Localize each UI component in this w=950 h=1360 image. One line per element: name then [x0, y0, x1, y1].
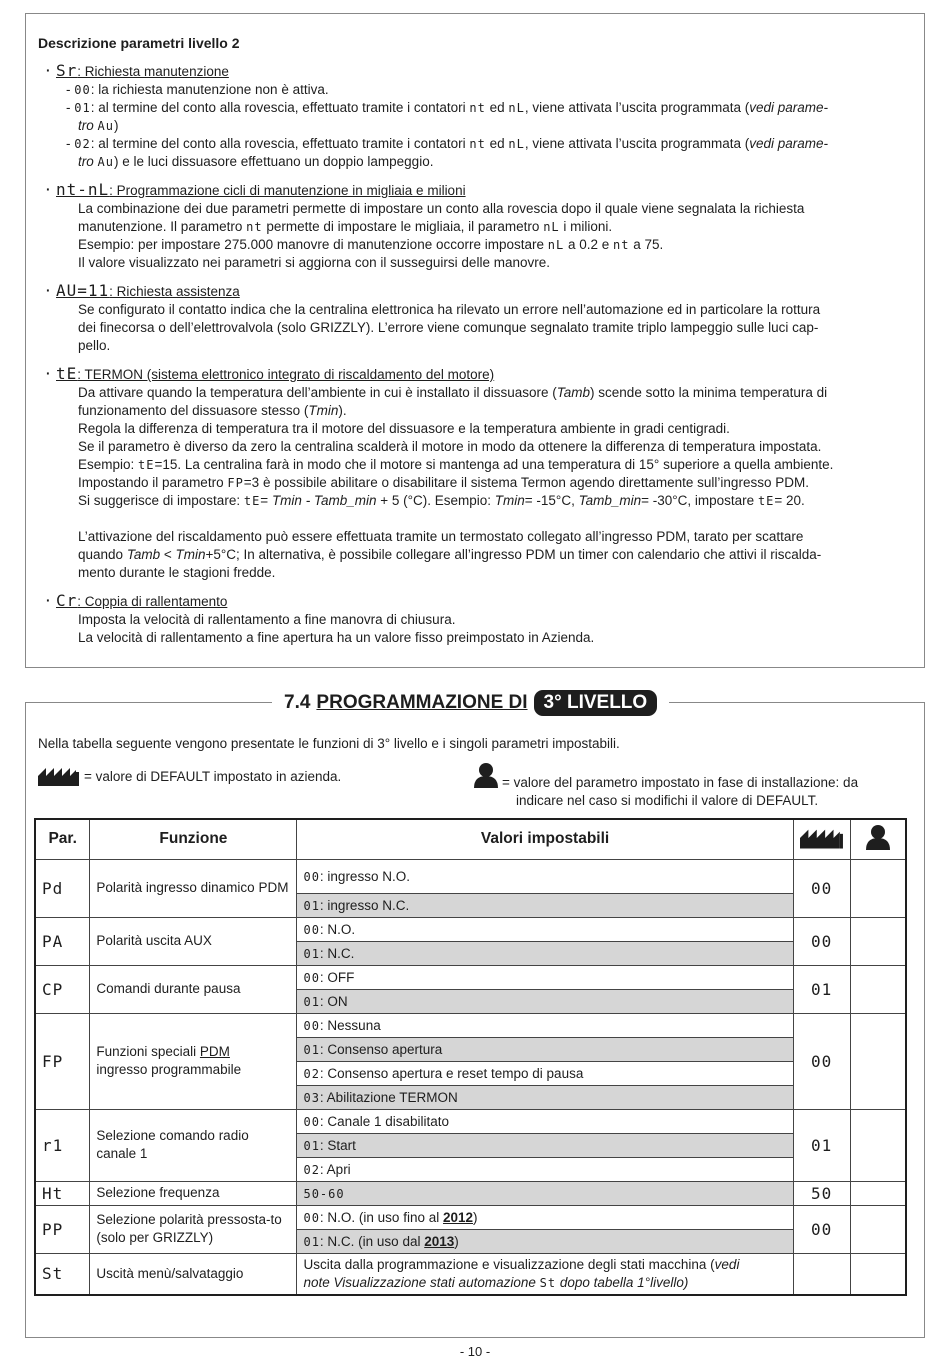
text: , viene attivata l’uscita programmata ( — [524, 136, 750, 151]
value-code: 01 — [303, 898, 320, 913]
parameters-level2-box — [25, 13, 925, 668]
code-au: Au — [97, 119, 114, 133]
text: tro — [78, 154, 94, 169]
text: La combinazione dei due parametri permette di impostare un conto alla rovescia dopo il quale viene segnalata la richiesta — [78, 201, 805, 216]
value-text: : N.O. — [319, 921, 356, 937]
sr-opt-02-code: 02 — [74, 137, 91, 151]
value-text: : ingresso N.C. — [319, 897, 410, 913]
value-text: : N.C. — [319, 945, 355, 961]
text: + 5 (°C). Esempio: — [376, 493, 495, 508]
function-name: Comandi durante pausa — [90, 965, 297, 1013]
value-text: : Consenso apertura — [319, 1041, 443, 1057]
factory-icon — [38, 764, 80, 789]
function-name: Selezione polarità pressosta-to (solo per GRIZZLY) — [90, 1205, 297, 1253]
ntnl-code: nt-nL — [56, 180, 110, 199]
text: Tmin - Tamb_min — [271, 493, 377, 508]
value-code: 50-60 — [303, 1186, 345, 1201]
value-code: 00 — [303, 970, 320, 985]
text: manutenzione. Il parametro — [78, 219, 243, 234]
code-nt: nt — [469, 137, 486, 151]
text: Tmin — [175, 547, 206, 562]
sr-opt-00-text: : la richiesta manutenzione non è attiva. — [90, 82, 329, 97]
value-text: : N.O. (in uso fino al — [319, 1209, 443, 1225]
cr-title: : Coppia di rallentamento — [77, 594, 228, 609]
text: mento durante le stagioni fredde. — [78, 565, 276, 580]
text: ) e le luci dissuasore effettuano un doppio lampeggio. — [113, 154, 434, 169]
text: Da attivare quando la temperatura dell’ambiente in cui è installato il dissuasore ( — [78, 385, 557, 400]
text: a 75. — [629, 237, 664, 252]
text: Funzioni speciali — [96, 1044, 200, 1059]
text: vedi parame- — [749, 100, 829, 115]
text: Tmin — [308, 403, 339, 418]
text: Uscita dalla programmazione e visualizzazione degli stati macchina ( — [303, 1256, 715, 1272]
text: tro — [78, 118, 94, 133]
text: ed — [485, 100, 505, 115]
code-nl: nL — [543, 220, 560, 234]
value-text: : Apri — [319, 1161, 351, 1177]
text: =15. La centralina farà in modo che il motore si mantenga ad una temperatura di 15° superiore a quella ambiente. — [154, 457, 834, 472]
par-code: FP — [35, 1013, 90, 1109]
text: Tamb — [556, 385, 591, 400]
text: , viene attivata l’uscita programmata ( — [524, 100, 750, 115]
value-text: : Canale 1 disabilitato — [319, 1113, 450, 1129]
text: vedi parame- — [749, 136, 829, 151]
level-pill: 3° LIVELLO — [534, 690, 658, 716]
header-default — [793, 819, 850, 859]
code-nt: nt — [469, 101, 486, 115]
text: Tmin — [494, 493, 525, 508]
user-icon — [474, 762, 498, 793]
code-st: St — [539, 1275, 557, 1290]
value-text: : OFF — [319, 969, 355, 985]
text: ) — [454, 1233, 459, 1249]
header-funzione: Funzione — [90, 819, 297, 859]
text: Tamb_min — [578, 493, 642, 508]
function-name: Polarità ingresso dinamico PDM — [90, 859, 297, 917]
text: a 0.2 e — [564, 237, 610, 252]
user-value — [850, 917, 906, 965]
value-code: 00 — [303, 1018, 320, 1033]
parameters-table — [34, 818, 907, 1296]
te-code: tE — [56, 364, 78, 383]
value-code: 03 — [303, 1090, 320, 1105]
text: Il valore visualizzato nei parametri si aggiorna con il susseguirsi delle manovre. — [78, 255, 550, 270]
legend-default-text: = valore di DEFAULT impostato in azienda. — [84, 769, 342, 784]
level2-heading: Descrizione parametri livello 2 — [38, 35, 240, 51]
par-code: PP — [35, 1205, 90, 1253]
value-text: : ON — [319, 993, 348, 1009]
code-te: tE — [243, 494, 261, 508]
par-code: Ht — [35, 1181, 90, 1205]
text: i milioni. — [559, 219, 613, 234]
text: note Visualizzazione stati automazione — [303, 1274, 536, 1290]
value-code: 00 — [303, 922, 320, 937]
text: = -30°C, impostare — [641, 493, 755, 508]
code-te: tE — [138, 458, 155, 472]
value-code: 01 — [303, 1234, 320, 1249]
text: =3 è possibile abilitare o disabilitare il sistema Termon agendo direttamente sull’ingresso PDM. — [243, 475, 809, 490]
function-name: Uscità menù/salvataggio — [90, 1253, 297, 1295]
text: = -15°C, — [524, 493, 579, 508]
param-cr — [38, 592, 918, 647]
text: pello. — [78, 338, 111, 353]
value-code: 01 — [303, 946, 320, 961]
year: 2012 — [442, 1209, 474, 1225]
function-name — [90, 1013, 297, 1109]
header-user — [850, 819, 906, 859]
user-value — [850, 1109, 906, 1181]
value-code: 02 — [303, 1066, 320, 1081]
text: ed — [485, 136, 505, 151]
text: < — [160, 547, 176, 562]
text: ). — [338, 403, 347, 418]
text: funzionamento del dissuasore stesso ( — [78, 403, 309, 418]
table-row — [35, 1205, 906, 1229]
default-value: 01 — [793, 965, 850, 1013]
user-value — [850, 1205, 906, 1253]
text: ) — [113, 118, 119, 133]
year: 2013 — [424, 1233, 455, 1249]
text: Imposta la velocità di rallentamento a fine manovra di chiusura. — [78, 612, 456, 627]
table-row — [35, 1013, 906, 1037]
text: Impostando il parametro — [78, 475, 224, 490]
value-text: : Start — [319, 1137, 356, 1153]
legend-user-text-1: = valore del parametro impostato in fase di installazione: da — [502, 775, 859, 790]
value-code: 00 — [303, 869, 320, 884]
table-row — [35, 917, 906, 941]
par-code: St — [35, 1253, 90, 1295]
table-row — [35, 1109, 906, 1133]
function-name: Selezione frequenza — [90, 1181, 297, 1205]
cr-code: Cr — [56, 591, 78, 610]
param-sr: · Sr: Richiesta manutenzione - 00: la richiesta manutenzione non è attiva. - 01: al termine del conto alla rovescia, effettuato tramite i contatori nt ed nL, viene attivata l’uscita programmata (vedi parame- tro Au) - 02: al termine del conto alla rovescia, effettuato tramite i contatori nt ed nL, viene attivata l’uscita programmata (vedi parame- tro Au) e le luci dissuasore effettuano un doppio lampeggio. — [38, 62, 918, 171]
value-code: 01 — [303, 1042, 320, 1057]
par-code: r1 — [35, 1109, 90, 1181]
sr-opt-00-code: 00 — [74, 83, 91, 97]
function-name: Selezione comando radio canale 1 — [90, 1109, 297, 1181]
par-code: PA — [35, 917, 90, 965]
value-code: 00 — [303, 1114, 320, 1129]
legend-user-text-2: indicare nel caso si modifichi il valore di DEFAULT. — [516, 793, 819, 808]
default-value: 01 — [793, 1109, 850, 1181]
default-value: 00 — [793, 1205, 850, 1253]
value-code: 01 — [303, 1138, 320, 1153]
text: = — [260, 493, 272, 508]
user-value — [850, 1253, 906, 1295]
te-title: : TERMON (sistema elettronico integrato di riscaldamento del motore) — [77, 367, 495, 382]
table-row — [35, 965, 906, 989]
code-nl: nL — [508, 137, 525, 151]
section-title-text: PROGRAMMAZIONE DI — [316, 692, 528, 713]
text: = 20. — [774, 493, 805, 508]
text: Regola la differenza di temperatura tra il motore del dissuasore e la temperatura ambiente in gradi centigradi. — [78, 421, 730, 436]
page-number: - 10 - — [459, 1344, 491, 1359]
function-name: Polarità uscita AUX — [90, 917, 297, 965]
text: quando — [78, 547, 127, 562]
param-te — [38, 365, 918, 582]
param-nt-nl — [38, 181, 918, 272]
user-icon — [866, 824, 890, 850]
code-nt: nt — [613, 238, 630, 252]
default-value — [793, 1253, 850, 1295]
value-text: : ingresso N.O. — [319, 868, 410, 884]
header-par: Par. — [35, 819, 90, 859]
user-value — [850, 859, 906, 917]
table-row — [35, 1181, 906, 1205]
legend-default — [38, 764, 341, 789]
default-value: 00 — [793, 917, 850, 965]
text: Esempio: per impostare 275.000 manovre di manutenzione occorre impostare — [78, 237, 544, 252]
section-title — [272, 688, 669, 718]
text: dopo tabella 1°livello) — [556, 1274, 689, 1290]
factory-icon — [800, 824, 844, 850]
au-title: : Richiesta assistenza — [109, 284, 240, 299]
au-code: AU=11 — [56, 281, 110, 300]
text: +5°C; In alternativa, è possibile collegare all’ingresso PDM un timer con calendario che attivi il riscalda- — [205, 547, 822, 562]
value-text: : Consenso apertura e reset tempo di pausa — [319, 1065, 584, 1081]
table-row — [35, 859, 906, 893]
text: Se configurato il contatto indica che la centralina elettronica ha rilevato un errore nell’automazione ed in particolare la rottura — [78, 302, 821, 317]
code-nt: nt — [246, 220, 263, 234]
value-code: 02 — [303, 1162, 320, 1177]
text: Si suggerisce di impostare: — [78, 493, 241, 508]
code-nl: nL — [508, 101, 525, 115]
sr-opt-01-code: 01 — [74, 101, 91, 115]
value-text: : Abilitazione TERMON — [319, 1089, 458, 1105]
default-value: 00 — [793, 859, 850, 917]
value-text: : N.C. (in uso dal — [319, 1233, 425, 1249]
text: Tamb — [126, 547, 161, 562]
user-value — [850, 1013, 906, 1109]
table-row — [35, 1253, 906, 1295]
code-fp: FP — [227, 476, 244, 490]
sr-opt-02-text: : al termine del conto alla rovescia, effettuato tramite i contatori — [90, 136, 466, 151]
text: ingresso programmabile — [96, 1062, 242, 1077]
default-value: 50 — [793, 1181, 850, 1205]
default-value: 00 — [793, 1013, 850, 1109]
text: PDM — [199, 1044, 230, 1059]
text: ) scende sotto la minima temperatura di — [590, 385, 828, 400]
text: La velocità di rallentamento a fine apertura ha un valore fisso preimpostato in Azienda. — [78, 630, 595, 645]
code-te: tE — [757, 494, 775, 508]
code-au: Au — [97, 155, 114, 169]
text: Esempio: — [78, 457, 135, 472]
table-header — [35, 819, 906, 859]
text: L’attivazione del riscaldamento può essere effettuata tramite un termostato collegato all’ingresso PDM, tarato per scattare — [78, 529, 804, 544]
header-valori: Valori impostabili — [297, 819, 793, 859]
sr-opt-01-text: : al termine del conto alla rovescia, effettuato tramite i contatori — [90, 100, 466, 115]
user-value — [850, 1181, 906, 1205]
param-au — [38, 282, 918, 355]
sr-code: Sr — [56, 61, 78, 80]
par-code: Pd — [35, 859, 90, 917]
text: permette di impostare le migliaia, il parametro — [262, 219, 540, 234]
value-text: : Nessuna — [319, 1017, 381, 1033]
text: ) — [473, 1209, 478, 1225]
text: dei finecorsa o dell’elettrovalvola (solo GRIZZLY). L’errore viene comunque segnalato tramite triplo lampeggio sulle luci cap- — [78, 320, 819, 335]
par-code: CP — [35, 965, 90, 1013]
level2-description — [38, 34, 918, 657]
value-code: 01 — [303, 994, 320, 1009]
text: vedi — [714, 1256, 740, 1272]
ntnl-title: : Programmazione cicli di manutenzione in migliaia e milioni — [109, 183, 466, 198]
section-number: 7.4 — [284, 692, 311, 713]
text: Se il parametro è diverso da zero la centralina scalderà il motore in modo da ottenere la differenza di temperatura impostata. — [78, 439, 822, 454]
sr-title: : Richiesta manutenzione — [77, 64, 229, 79]
value-code: 00 — [303, 1210, 320, 1225]
section-intro: Nella tabella seguente vengono presentate le funzioni di 3° livello e i singoli parametri impostabili. — [38, 736, 620, 751]
code-nl: nL — [547, 238, 565, 252]
user-value — [850, 965, 906, 1013]
